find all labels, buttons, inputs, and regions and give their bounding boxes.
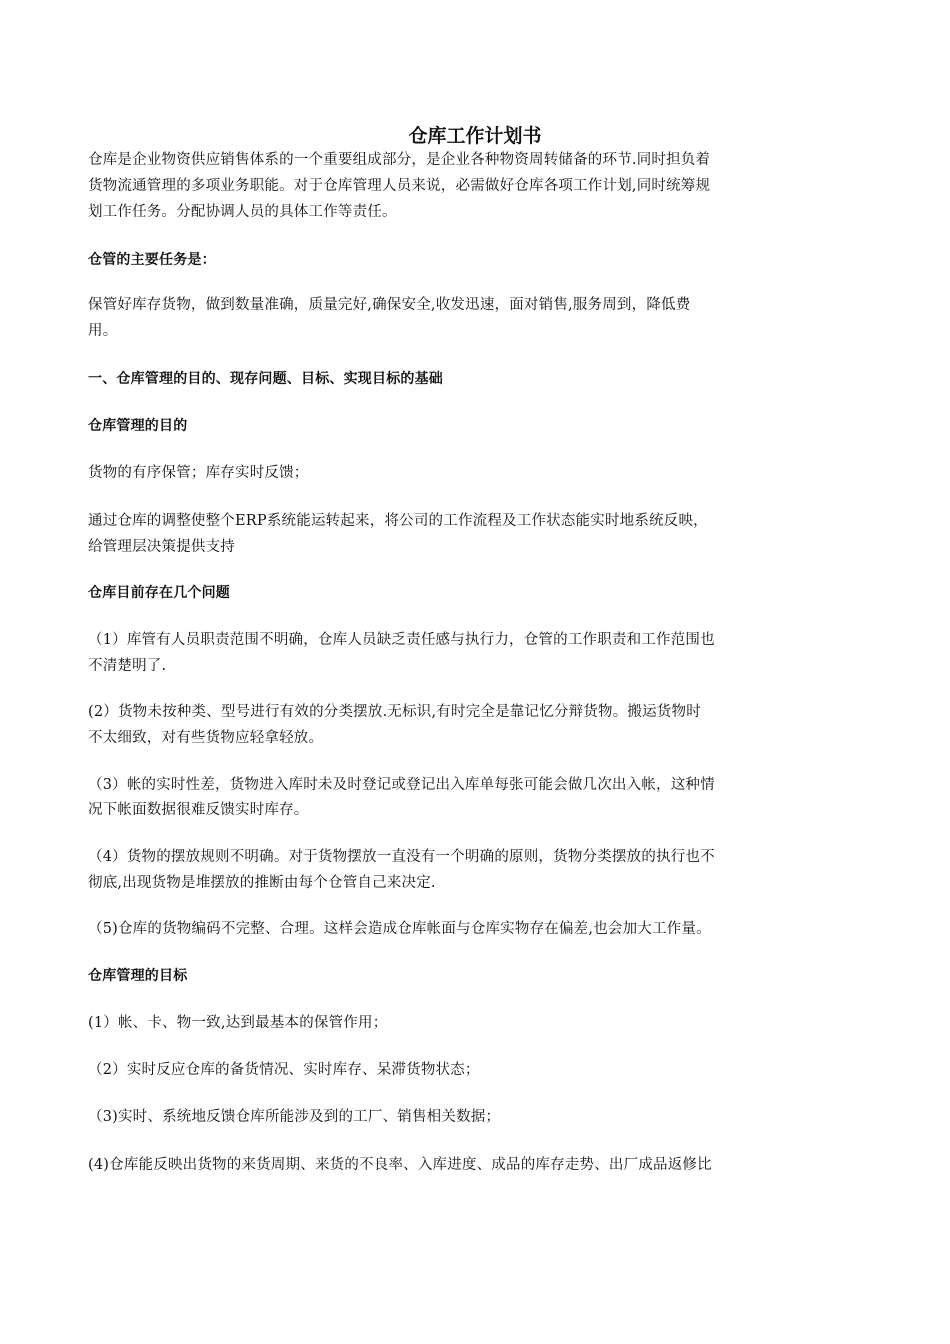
intro-line-1: 仓库是企业物资供应销售体系的一个重要组成部分，是企业各种物资周转储备的环节.同时担负着 [88, 152, 711, 168]
goal-3-line: （3)实时、系统地反馈仓库所能涉及到的工厂、销售相关数据； [88, 1109, 501, 1125]
document-title: 仓库工作计划书 [408, 125, 542, 147]
purpose-line-2: 通过仓库的调整使整个ERP系统能运转起来，将公司的工作流程及工作状态能实时地系统反映， [88, 513, 708, 529]
main-tasks-heading: 仓管的主要任务是： [88, 252, 216, 268]
problem-1-line-2: 不清楚明了. [88, 658, 167, 674]
problem-2-line-2: 不太细致，对有些货物应轻拿轻放。 [88, 730, 324, 746]
problems-heading: 仓库目前存在几个问题 [88, 585, 230, 601]
main-tasks-line-1: 保管好库存货物，做到数量准确，质量完好,确保安全,收发迅速，面对销售,服务周到，降低费 [88, 297, 691, 313]
purpose-line-1: 货物的有序保管；库存实时反馈； [88, 465, 309, 481]
purpose-heading: 仓库管理的目的 [88, 418, 188, 434]
problem-2-line-1: (2）货物未按种类、型号进行有效的分类摆放.无标识,有时完全是靠记忆分辩货物。搬运货物时 [88, 704, 701, 720]
goals-heading: 仓库管理的目标 [88, 968, 188, 984]
section-one-heading: 一、仓库管理的目的、现存问题、目标、实现目标的基础 [88, 371, 443, 387]
intro-line-3: 划工作任务。分配协调人员的具体工作等责任。 [88, 204, 397, 220]
problem-3-line-1: （3）帐的实时性差，货物进入库时未及时登记或登记出入库单每张可能会做几次出入帐，这种情 [88, 777, 715, 793]
problem-4-line-2: 彻底,出现货物是堆摆放的推断由每个仓管自己来决定. [88, 875, 436, 891]
problem-3-line-2: 况下帐面数据很难反馈实时库存。 [88, 802, 309, 818]
problem-5-line-1: （5)仓库的货物编码不完整、合理。这样会造成仓库帐面与仓库实物存在偏差,也会加大工作量。 [88, 921, 711, 937]
intro-line-2: 货物流通管理的多项业务职能。对于仓库管理人员来说，必需做好仓库各项工作计划,同时统筹规 [88, 178, 711, 194]
purpose-line-3: 给管理层决策提供支持 [88, 539, 235, 555]
problem-4-line-1: （4）货物的摆放规则不明确。对于货物摆放一直没有一个明确的原则，货物分类摆放的执行也不 [88, 849, 715, 865]
goal-1-line: (1）帐、卡、物一致,达到最基本的保管作用； [88, 1015, 388, 1031]
goal-4-line: (4)仓库能反映出货物的来货周期、来货的不良率、入库进度、成品的库存走势、出厂成品返修比 [88, 1157, 712, 1173]
goal-2-line: （2）实时反应仓库的备货情况、实时库存、呆滞货物状态； [88, 1062, 480, 1078]
problem-1-line-1: （1）库管有人员职责范围不明确，仓库人员缺乏责任感与执行力，仓管的工作职责和工作范围也 [88, 632, 715, 648]
main-tasks-line-2: 用。 [88, 323, 118, 339]
